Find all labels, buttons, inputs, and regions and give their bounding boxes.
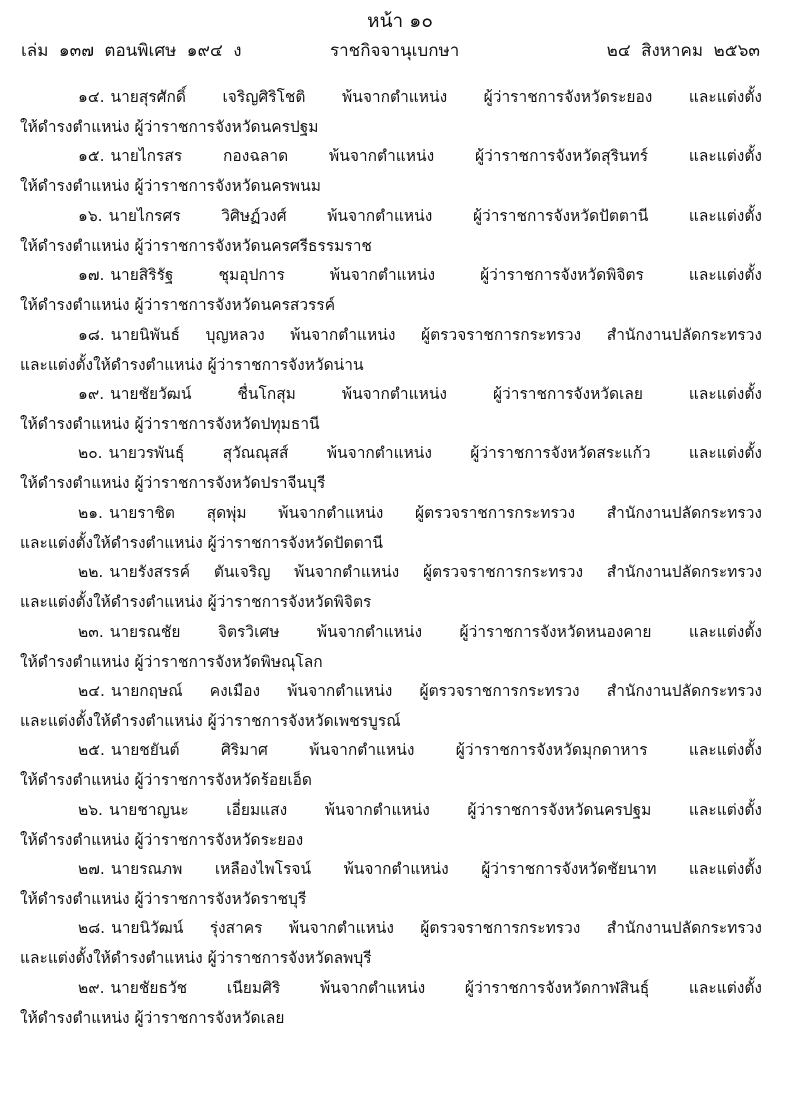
list-item (20, 618, 762, 677)
entry-continuation: และแต่งตั้งให้ดำรงตำแหน่ง ผู้ว่าราชการจังหวัดน่าน (20, 355, 364, 374)
entry-number: ๑๖. (78, 206, 103, 225)
volume-info: เล่ม ๑๓๗ ตอนพิเศษ ๑๙๔ ง (21, 41, 242, 61)
entry-continuation: ให้ดำรงตำแหน่ง ผู้ว่าราชการจังหวัดนครปฐม (20, 118, 319, 136)
entry-continuation: ให้ดำรงตำแหน่ง ผู้ว่าราชการจังหวัดนครสวรรค์ (20, 296, 336, 315)
list-item (20, 855, 762, 914)
entry-text: นายรณภพ เหลืองไพโรจน์ พ้นจากตำแหน่ง ผู้ว่าราชการจังหวัดชัยนาท และแต่งตั้ง (110, 860, 762, 879)
entry-number: ๑๕. (78, 147, 105, 166)
entry-text: นายกฤษณ์ คงเมือง พ้นจากตำแหน่ง ผู้ตรวจราชการกระทรวง สำนักงานปลัดกระทรวง (110, 681, 762, 700)
entry-text: นายสุรศักดิ์ เจริญศิริโชติ พ้นจากตำแหน่ง ผู้ว่าราชการจังหวัดระยอง และแต่งตั้ง (110, 88, 762, 106)
entry-number: ๒๕. (78, 741, 105, 760)
entry-first-line (20, 796, 762, 825)
entry-first-line (20, 914, 762, 943)
list-item (20, 261, 762, 320)
entry-number: ๒๖. (78, 800, 103, 819)
entry-number: ๑๘. (78, 325, 105, 344)
list-item (20, 558, 762, 617)
publication-title: ราชกิจจานุเบกษา (330, 41, 460, 61)
entry-first-line (20, 83, 762, 112)
entry-continuation: ให้ดำรงตำแหน่ง ผู้ว่าราชการจังหวัดเลย (20, 1008, 285, 1027)
entry-continuation: ให้ดำรงตำแหน่ง ผู้ว่าราชการจังหวัดนครศรีธรรมราช (20, 236, 372, 255)
publication-date: ๒๔ สิงหาคม ๒๕๖๓ (606, 41, 760, 61)
entry-continuation: และแต่งตั้งให้ดำรงตำแหน่ง ผู้ว่าราชการจังหวัดลพบุรี (20, 949, 372, 968)
entry-continuation: ให้ดำรงตำแหน่ง ผู้ว่าราชการจังหวัดพิษณุโลก (20, 652, 323, 671)
entry-first-line (20, 261, 762, 290)
entry-text: นายชัยวัฒน์ ชื่นโกสุม พ้นจากตำแหน่ง ผู้ว่าราชการจังหวัดเลย และแต่งตั้ง (110, 384, 762, 403)
entry-continuation: ให้ดำรงตำแหน่ง ผู้ว่าราชการจังหวัดปทุมธานี (20, 414, 320, 433)
entry-number: ๒๓. (78, 622, 104, 641)
entry-continuation: ให้ดำรงตำแหน่ง ผู้ว่าราชการจังหวัดปราจีนบุรี (20, 474, 326, 493)
list-item (20, 439, 762, 498)
list-item (20, 914, 762, 973)
list-item (20, 677, 762, 736)
entry-text: นายนิวัฒน์ รุ่งสาคร พ้นจากตำแหน่ง ผู้ตรวจราชการกระทรวง สำนักงานปลัดกระทรวง (111, 919, 762, 938)
entry-first-line (20, 618, 762, 647)
entry-continuation: ให้ดำรงตำแหน่ง ผู้ว่าราชการจังหวัดระยอง (20, 830, 304, 849)
entry-number: ๑๗. (78, 266, 105, 285)
entry-first-line (20, 558, 762, 587)
entry-first-line (20, 202, 762, 231)
entry-first-line (20, 142, 762, 171)
page-number: หน้า ๑๐ (367, 10, 433, 32)
entry-first-line (20, 974, 762, 1003)
entry-first-line (20, 677, 762, 706)
entry-text: นายชยันต์ ศิริมาศ พ้นจากตำแหน่ง ผู้ว่าราชการจังหวัดมุกดาหาร และแต่งตั้ง (110, 741, 762, 760)
entry-continuation: และแต่งตั้งให้ดำรงตำแหน่ง ผู้ว่าราชการจังหวัดปัตตานี (20, 533, 383, 552)
entry-number: ๒๘. (78, 919, 106, 938)
list-item (20, 499, 762, 558)
entry-continuation: ให้ดำรงตำแหน่ง ผู้ว่าราชการจังหวัดนครพนม (20, 177, 321, 196)
list-item (20, 83, 762, 142)
entry-number: ๒๐. (78, 444, 103, 463)
entry-continuation: ให้ดำรงตำแหน่ง ผู้ว่าราชการจังหวัดราชบุรี (20, 890, 307, 909)
entry-text: นายสิริรัฐ ชุมอุปการ พ้นจากตำแหน่ง ผู้ว่าราชการจังหวัดพิจิตร และแต่งตั้ง (110, 266, 762, 285)
list-item (20, 321, 762, 380)
entry-number: ๑๙. (78, 384, 105, 403)
entry-number: ๑๔. (78, 88, 105, 106)
entry-text: นายชาญนะ เอี่ยมแสง พ้นจากตำแหน่ง ผู้ว่าราชการจังหวัดนครปฐม และแต่งตั้ง (108, 800, 762, 819)
gazette-header (0, 36, 800, 66)
entry-number: ๒๒. (78, 563, 104, 582)
entry-first-line (20, 736, 762, 765)
entry-continuation: ให้ดำรงตำแหน่ง ผู้ว่าราชการจังหวัดร้อยเอ็ด (20, 771, 312, 790)
entry-first-line (20, 439, 762, 468)
entry-text: นายราชิต สุดพุ่ม พ้นจากตำแหน่ง ผู้ตรวจราชการกระทรวง สำนักงานปลัดกระทรวง (108, 503, 762, 522)
list-item (20, 974, 762, 1033)
entry-number: ๒๑. (78, 503, 103, 522)
entry-text: นายวรพันธุ์ สุวัณณุสส์ พ้นจากตำแหน่ง ผู้ว่าราชการจังหวัดสระแก้ว และแต่งตั้ง (108, 444, 762, 463)
list-item (20, 142, 762, 201)
entry-number: ๒๙. (78, 978, 105, 997)
entry-continuation: และแต่งตั้งให้ดำรงตำแหน่ง ผู้ว่าราชการจังหวัดเพชรบูรณ์ (20, 711, 401, 730)
entry-first-line (20, 380, 762, 409)
entry-text: นายไกรสร กองฉลาด พ้นจากตำแหน่ง ผู้ว่าราชการจังหวัดสุรินทร์ และแต่งตั้ง (110, 147, 762, 166)
entry-first-line (20, 499, 762, 528)
appointment-list (20, 83, 762, 1033)
entry-text: นายรังสรรค์ ตันเจริญ พ้นจากตำแหน่ง ผู้ตรวจราชการกระทรวง สำนักงานปลัดกระทรวง (109, 563, 762, 582)
entry-number: ๒๗. (78, 860, 105, 879)
list-item (20, 380, 762, 439)
entry-text: นายรณชัย จิตรวิเศษ พ้นจากตำแหน่ง ผู้ว่าราชการจังหวัดหนองคาย และแต่งตั้ง (109, 622, 762, 641)
list-item (20, 736, 762, 795)
list-item (20, 796, 762, 855)
entry-continuation: และแต่งตั้งให้ดำรงตำแหน่ง ผู้ว่าราชการจังหวัดพิจิตร (20, 593, 372, 612)
entry-text: นายนิพันธ์ บุญหลวง พ้นจากตำแหน่ง ผู้ตรวจราชการกระทรวง สำนักงานปลัดกระทรวง (110, 325, 762, 344)
entry-text: นายชัยธวัช เนียมศิริ พ้นจากตำแหน่ง ผู้ว่าราชการจังหวัดกาฬสินธุ์ และแต่งตั้ง (110, 978, 762, 997)
entry-first-line (20, 855, 762, 884)
entry-text: นายไกรศร วิศิษฏ์วงศ์ พ้นจากตำแหน่ง ผู้ว่าราชการจังหวัดปัตตานี และแต่งตั้ง (108, 206, 762, 225)
entry-number: ๒๔. (78, 681, 105, 700)
list-item (20, 202, 762, 261)
entry-first-line (20, 321, 762, 350)
